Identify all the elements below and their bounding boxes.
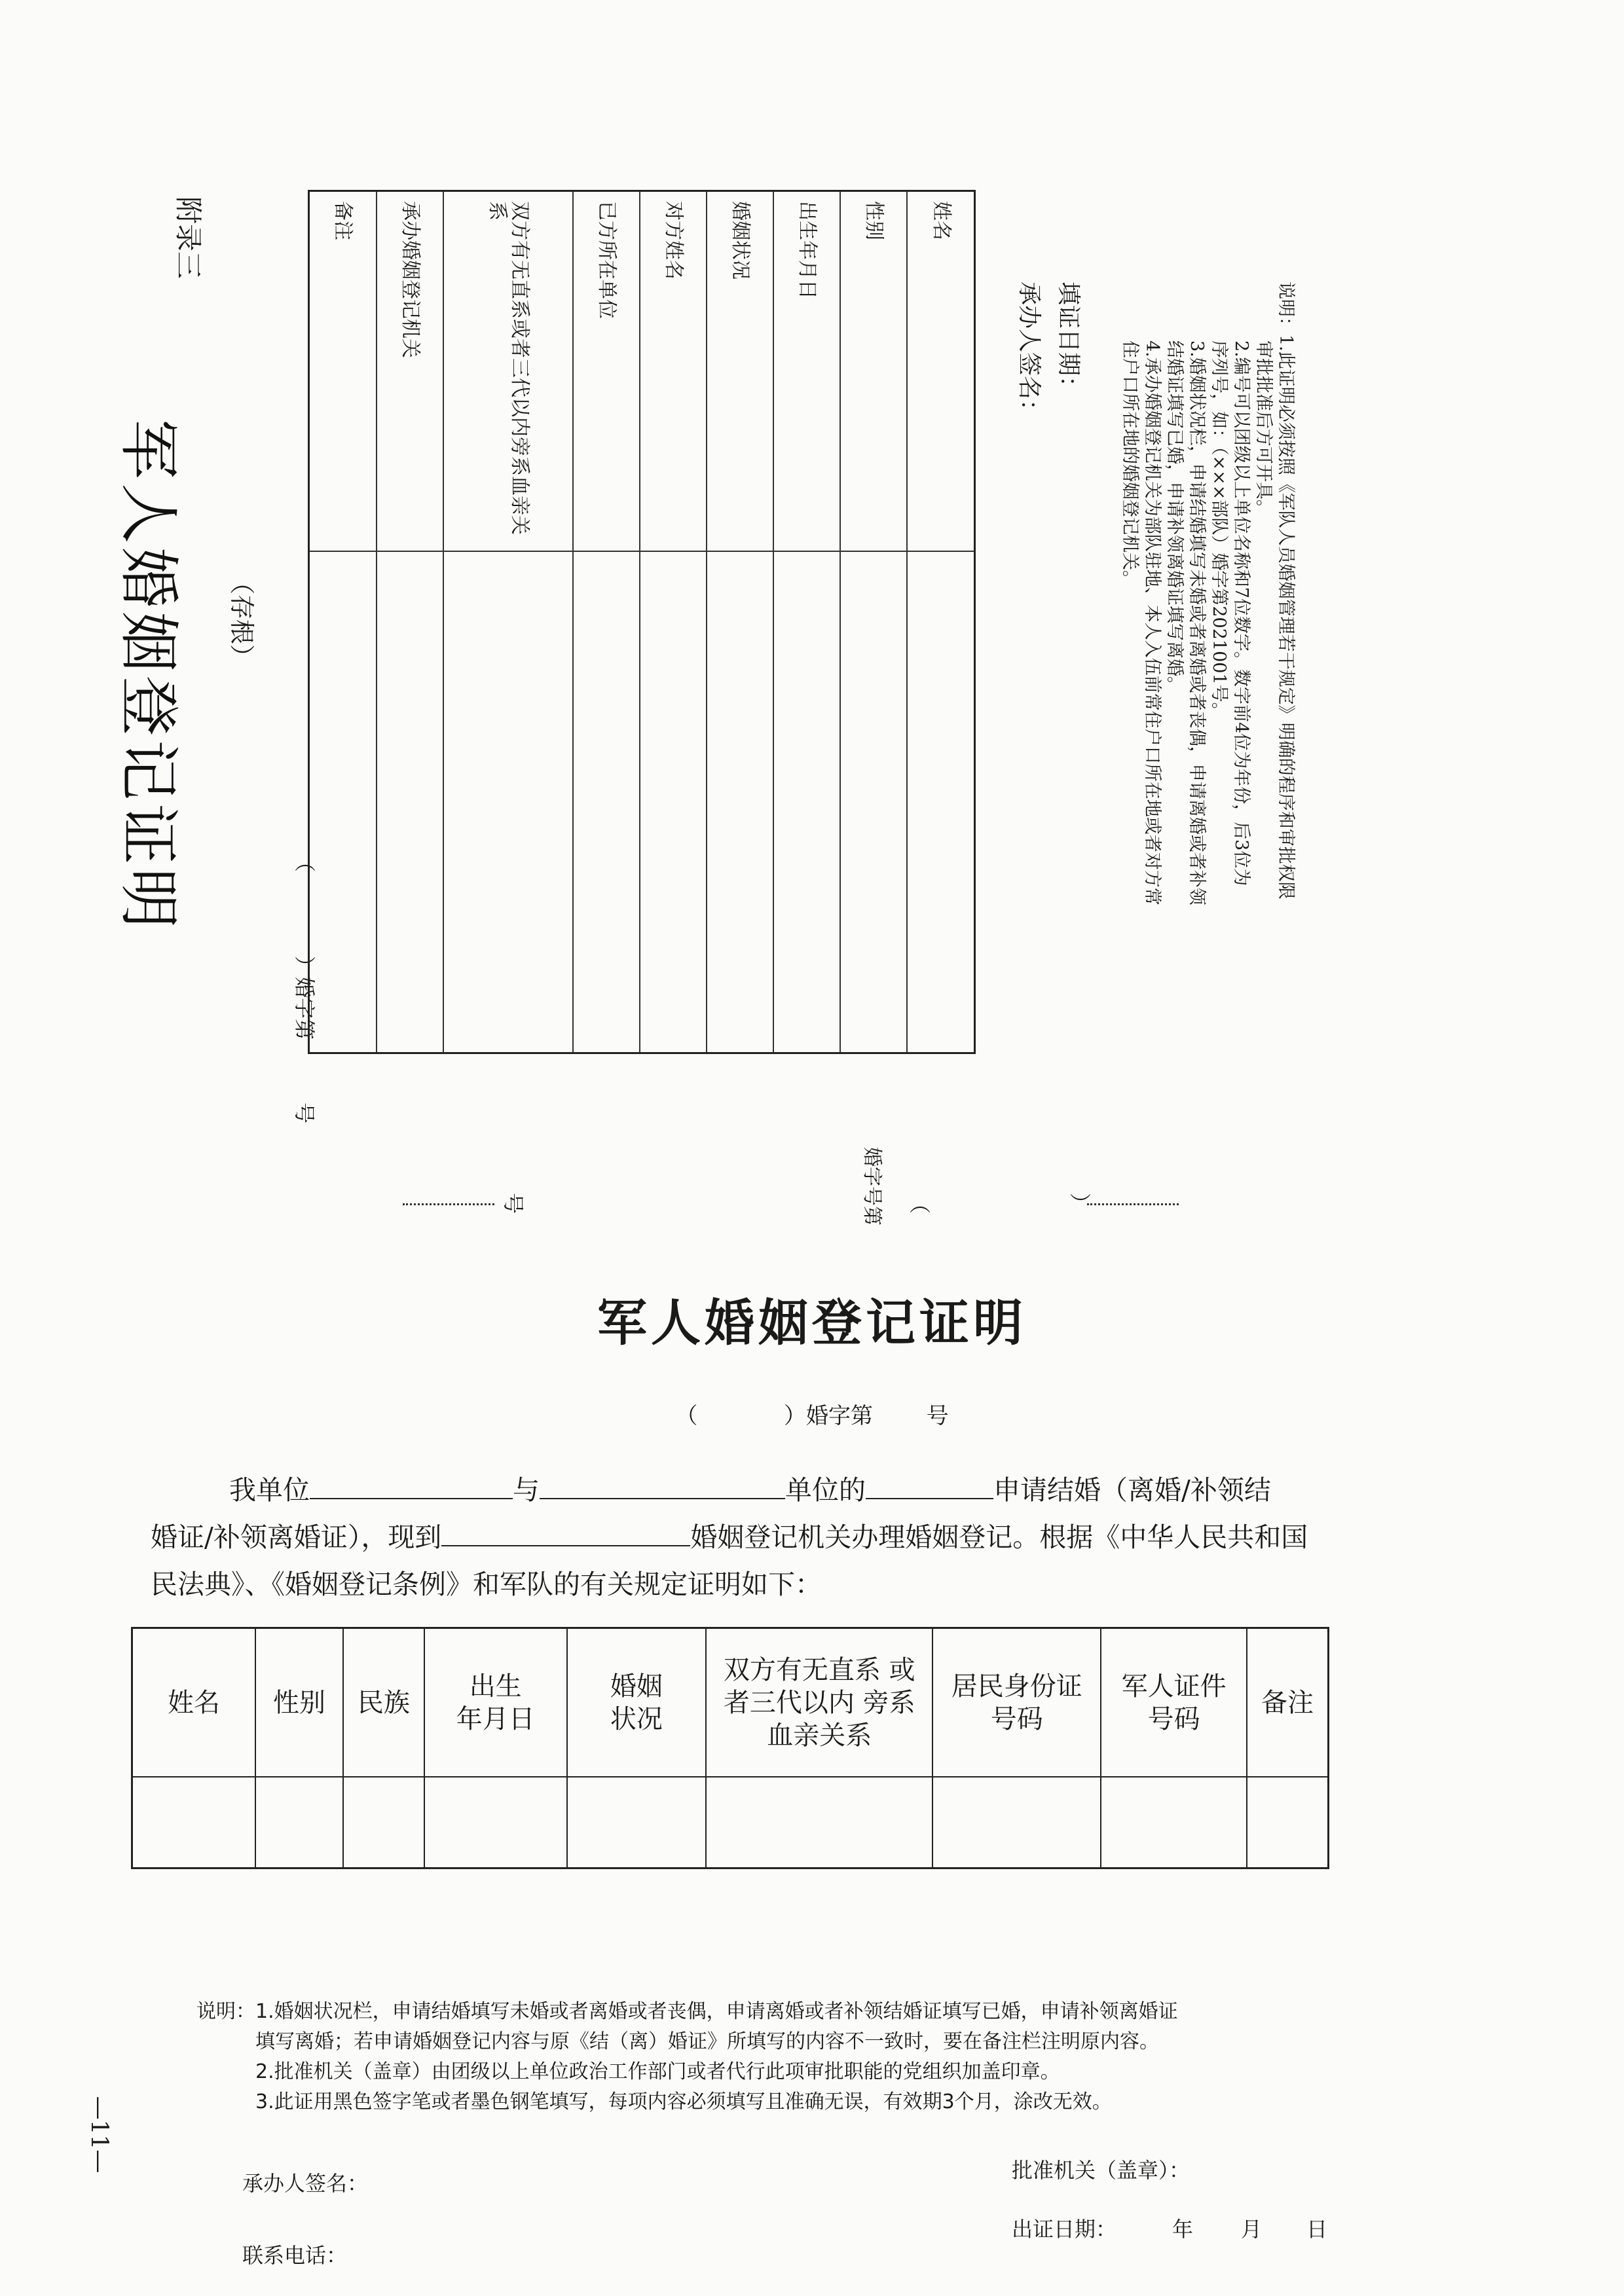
stub-row [707, 191, 773, 1053]
stub-signer-label: 承办人签名： [1016, 282, 1043, 424]
para-text-6: 婚姻登记机关办理婚姻登记。根据《中华人民共和国 [690, 1522, 1308, 1553]
stub-note-line: 4.承办婚姻登记机关为部队驻地、本人入伍前常住户口所在地或者对方常 [1142, 340, 1162, 905]
stub-row-label: 承办婚姻登记机关 [377, 191, 443, 552]
table-header [132, 1628, 256, 1777]
stub-row [907, 191, 974, 1053]
table-cell[interactable] [567, 1777, 707, 1868]
stub-date-label: 填证日期： [1055, 282, 1082, 400]
table-header-line: 性别 [272, 1687, 325, 1718]
day-label: 日 [1306, 2217, 1328, 2242]
registration-office-blank[interactable] [441, 1519, 690, 1546]
table-header-line: 备注 [1261, 1687, 1314, 1718]
appendix-label: 附录三 [172, 196, 204, 280]
note-line: 说明：1.婚姻状况栏，申请结婚填写未婚或者离婚或者丧偶，申请离婚或者补领结婚证填写已婚，申请补领离婚证 [196, 2000, 1178, 2023]
stub-section [113, 170, 1428, 1152]
cut-dotted-line-right [1087, 1203, 1179, 1205]
approver-label: 批准机关（盖章）： [1012, 2158, 1190, 2183]
table-cell[interactable] [424, 1777, 567, 1868]
para-text-3: 单位的 [785, 1474, 866, 1506]
table-header [706, 1628, 932, 1777]
note-line: 2.批准机关（盖章）由团级以上单位政治工作部门或者代行此项审批职能的党组织加盖印章。 [255, 2060, 1060, 2083]
stub-row-label: 备注 [309, 191, 377, 552]
main-number [0, 1398, 1624, 1430]
stub-number: （ ）婚字第 号 [292, 851, 317, 1124]
table-cell[interactable] [343, 1777, 424, 1868]
stub-rotated-content [113, 170, 1428, 1152]
signer-label: 承办人签名： [242, 2171, 369, 2196]
stub-subtitle: （存根） [227, 570, 256, 670]
stub-note-line: 结婚证填写已婚，申请补领离婚证填写离婚。 [1164, 340, 1185, 694]
year-label: 年 [1172, 2217, 1194, 2242]
stub-row-label: 已方所在单位 [573, 191, 640, 552]
stub-row-value[interactable] [840, 551, 907, 1053]
stub-row-label: 对方姓名 [640, 191, 707, 552]
note-line: 3.此证用黑色签字笔或者墨色钢笔填写，每项内容必须填写且准确无误，有效期3个月，涂改无效。 [255, 2090, 1112, 2113]
para-text-2: 与 [513, 1474, 540, 1506]
stub-row-label: 出生年月日 [773, 191, 840, 552]
table-cell[interactable] [932, 1777, 1101, 1868]
month-label: 月 [1241, 2217, 1263, 2242]
cut-paren-close: ） [1067, 1192, 1093, 1214]
para-text-7: 民法典》、《婚姻登记条例》和军队的有关规定证明如下： [151, 1569, 822, 1600]
table-header-line: 状况 [610, 1704, 663, 1734]
main-title: 军人婚姻登记证明 [597, 1294, 1027, 1352]
para-text-1: 我单位 [229, 1474, 310, 1506]
table-header-line: 者三代以内 旁系 [723, 1687, 915, 1718]
stub-note-line: 审批批准后方可开具。 [1253, 340, 1274, 517]
table-header-line: 婚姻 [610, 1671, 663, 1702]
table-header [1247, 1628, 1329, 1777]
unit-blank[interactable] [310, 1472, 513, 1499]
stub-row-label: 婚姻状况 [707, 191, 773, 552]
table-header-line: 军人证件 [1121, 1671, 1227, 1702]
table-header-line: 居民身份证 [951, 1671, 1082, 1702]
stub-row-value[interactable] [640, 551, 707, 1053]
stub-notes [1118, 282, 1297, 1133]
table-header-line: 双方有无直系 或 [723, 1654, 915, 1685]
table-header-line: 号码 [1147, 1704, 1200, 1734]
stub-row-value[interactable] [907, 551, 974, 1053]
stub-note-line: 2.编号可以团级以上单位名称和7位数字。数字前4位为年份，后3位为 [1231, 340, 1251, 886]
main-number-open: （ [675, 1403, 698, 1429]
phone-label: 联系电话： [242, 2243, 348, 2268]
table-header-line: 民族 [357, 1687, 410, 1718]
stub-table [308, 190, 976, 1054]
main-table [131, 1627, 1329, 1869]
stub-row-value[interactable] [443, 551, 573, 1053]
note-line: 填写离婚；若申请婚姻登记内容与原《结（离）婚证》所填写的内容不一致时，要在备注栏注明原内容。 [255, 2030, 1159, 2053]
table-header-line: 号码 [990, 1704, 1043, 1734]
stub-note-line: 序列号，如：（×××部队）婚字第2021001号。 [1209, 340, 1229, 720]
stub-row-value[interactable] [707, 551, 773, 1053]
table-header [567, 1628, 707, 1777]
issue-date-label: 出证日期： [1012, 2217, 1117, 2242]
table-cell[interactable] [706, 1777, 932, 1868]
stub-note-line: 说明：1.此证明必须按照《军队人员婚姻管理若干规定》明确的程序和审批权限 [1276, 282, 1296, 900]
table-header-line: 年月日 [456, 1704, 535, 1734]
table-cell[interactable] [255, 1777, 343, 1868]
stub-row-value[interactable] [377, 551, 443, 1053]
statement-paragraph [151, 1467, 1349, 1608]
stub-row [573, 191, 640, 1053]
stub-note-line: 住户口所在地的婚姻登记机关。 [1120, 340, 1140, 588]
stub-title: 军人婚姻登记证明 [113, 419, 183, 933]
para-text-5: 婚证/补领离婚证），现到 [151, 1522, 442, 1553]
table-header-line: 出生 [469, 1671, 522, 1702]
stub-row-value[interactable] [573, 551, 640, 1053]
page-number: —11— [85, 2096, 113, 2174]
table-header [424, 1628, 567, 1777]
main-number-hao: 号 [926, 1403, 949, 1429]
stub-row [377, 191, 443, 1053]
para-text-4: 申请结婚（离婚/补领结 [993, 1474, 1271, 1506]
table-header [343, 1628, 424, 1777]
stub-row [773, 191, 840, 1053]
cut-middle-text: 婚字号第 [860, 1147, 883, 1226]
applicant-blank[interactable] [866, 1472, 993, 1499]
main-notes [196, 1997, 1310, 2117]
stub-row-value[interactable] [309, 551, 377, 1053]
table-cell[interactable] [132, 1777, 256, 1868]
stub-row-label: 双方有无直系或者三代以内旁系血亲关系 [443, 191, 573, 552]
table-header-line: 血亲关系 [767, 1720, 872, 1751]
stub-row [443, 191, 573, 1053]
partner-unit-blank[interactable] [540, 1472, 785, 1499]
table-header [1101, 1628, 1247, 1777]
stub-row [840, 191, 907, 1053]
table-cell[interactable] [1101, 1777, 1247, 1868]
cut-dotted-line-left [403, 1203, 494, 1205]
table-header [932, 1628, 1101, 1777]
stub-row [640, 191, 707, 1053]
stub-row-label: 姓名 [907, 191, 974, 552]
table-header [255, 1628, 343, 1777]
stub-row-label: 性别 [840, 191, 907, 552]
main-number-close: ）婚字第 [784, 1403, 873, 1429]
cut-paren-open: （ [907, 1192, 932, 1214]
stub-note-line: 3.婚姻状况栏，申请结婚填写未婚或者离婚或者丧偶，申请离婚或者补领 [1187, 340, 1207, 905]
stub-row-value[interactable] [773, 551, 840, 1053]
cut-hao: 号 [501, 1192, 526, 1214]
stub-row [309, 191, 377, 1053]
table-header-line: 姓名 [168, 1687, 221, 1718]
table-cell[interactable] [1247, 1777, 1329, 1868]
